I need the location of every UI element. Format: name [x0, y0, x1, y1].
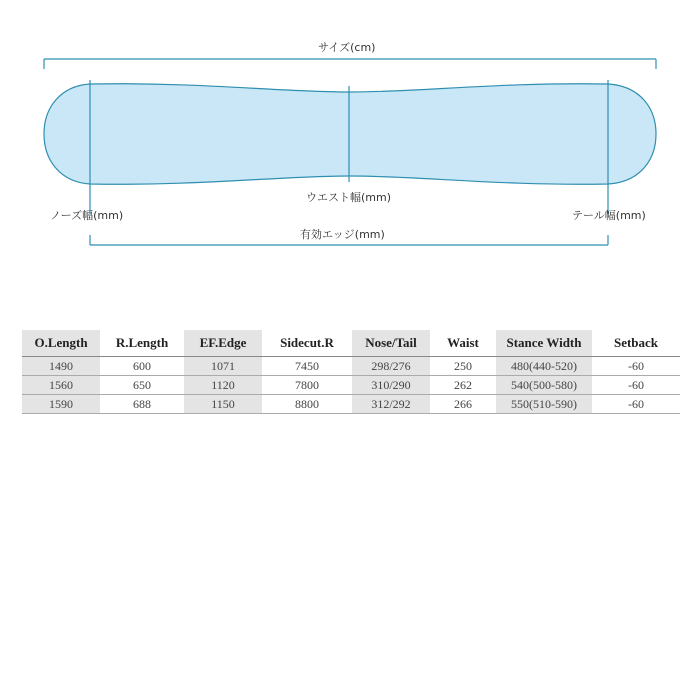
header-o-length: O.Length	[22, 330, 100, 357]
table-row	[22, 395, 680, 414]
cell-o-length: 1590	[22, 395, 100, 414]
cell-setback: -60	[592, 395, 680, 414]
spec-table	[22, 330, 680, 414]
cell-o-length: 1490	[22, 357, 100, 376]
header-sidecut-r: Sidecut.R	[262, 330, 352, 357]
header-stance-width: Stance Width	[496, 330, 592, 357]
edge-label: 有効エッジ(mm)	[300, 228, 385, 241]
cell-waist: 250	[430, 357, 496, 376]
header-nose-tail: Nose/Tail	[352, 330, 430, 357]
cell-stance-width: 540(500-580)	[496, 376, 592, 395]
cell-waist: 266	[430, 395, 496, 414]
snowboard-shape	[44, 84, 656, 185]
cell-nose-tail: 310/290	[352, 376, 430, 395]
cell-nose-tail: 298/276	[352, 357, 430, 376]
size-label: サイズ(cm)	[318, 41, 376, 54]
cell-o-length: 1560	[22, 376, 100, 395]
board-dimension-diagram	[0, 0, 700, 280]
tail-label: テール幅(mm)	[572, 209, 646, 222]
cell-setback: -60	[592, 357, 680, 376]
cell-nose-tail: 312/292	[352, 395, 430, 414]
cell-ef-edge: 1120	[184, 376, 262, 395]
cell-setback: -60	[592, 376, 680, 395]
cell-sidecut-r: 7800	[262, 376, 352, 395]
cell-ef-edge: 1071	[184, 357, 262, 376]
cell-r-length: 688	[100, 395, 184, 414]
nose-label: ノーズ幅(mm)	[50, 209, 124, 222]
table-row	[22, 357, 680, 376]
header-waist: Waist	[430, 330, 496, 357]
cell-r-length: 650	[100, 376, 184, 395]
table-header-row	[22, 330, 680, 357]
cell-stance-width: 550(510-590)	[496, 395, 592, 414]
size-bracket	[44, 59, 656, 69]
cell-stance-width: 480(440-520)	[496, 357, 592, 376]
cell-r-length: 600	[100, 357, 184, 376]
table-row	[22, 376, 680, 395]
cell-waist: 262	[430, 376, 496, 395]
cell-sidecut-r: 8800	[262, 395, 352, 414]
header-setback: Setback	[592, 330, 680, 357]
cell-ef-edge: 1150	[184, 395, 262, 414]
cell-sidecut-r: 7450	[262, 357, 352, 376]
header-ef-edge: EF.Edge	[184, 330, 262, 357]
header-r-length: R.Length	[100, 330, 184, 357]
waist-label: ウエスト幅(mm)	[306, 191, 392, 204]
